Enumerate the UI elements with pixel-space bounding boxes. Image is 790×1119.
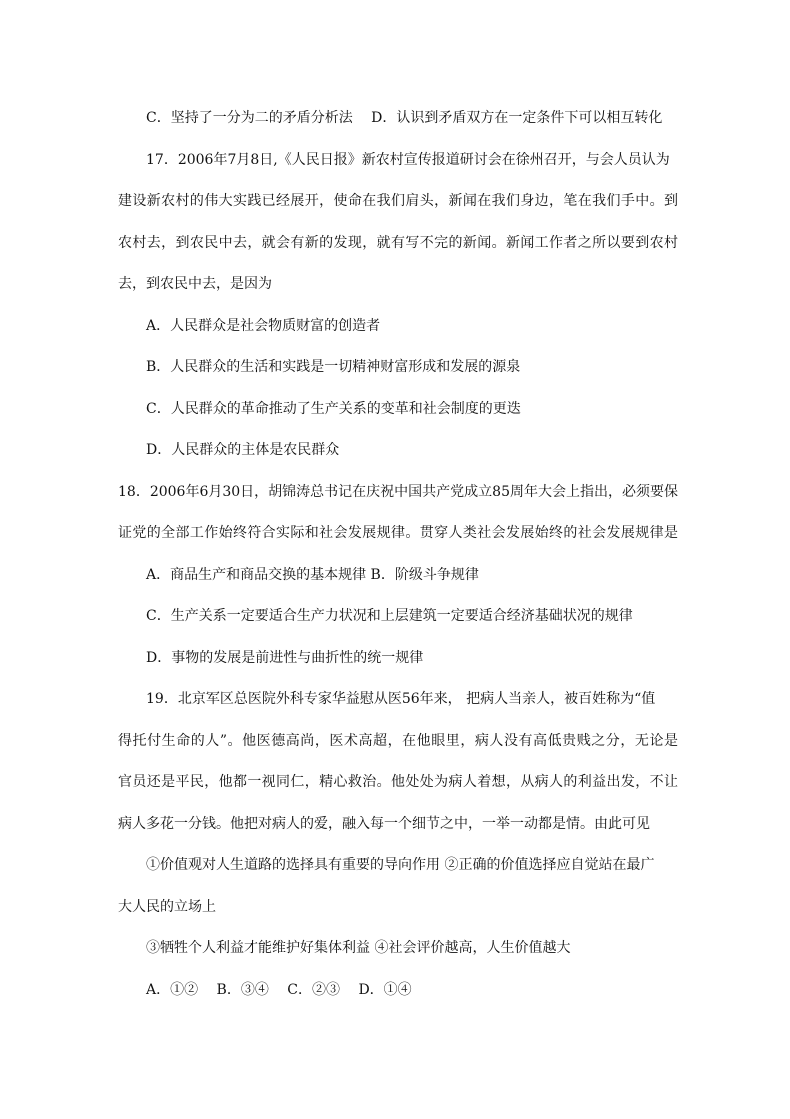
q19-stem-line-4: 病人多花一分钱。他把对病人的爱，融入每一个细节之中，一举一动都是情。由此可见 <box>118 816 650 832</box>
q17-option-a: A．人民群众是社会物质财富的创造者 <box>146 318 381 334</box>
q18-option-d: D．事物的发展是前进性与曲折性的统一规律 <box>146 650 424 666</box>
q17-stem-line-3: 农村去，到农民中去，就会有新的发现，就有写不完的新闻。新闻工作者之所以要到农村 <box>118 235 678 251</box>
q17-option-d: D．人民群众的主体是农民群众 <box>146 442 340 458</box>
q17-stem-line-2: 建设新农村的伟大实践已经展开，使命在我们肩头，新闻在我们身边，笔在我们手中。到 <box>118 193 678 209</box>
q18-stem-line-2: 证党的全部工作始终符合实际和社会发展规律。贯穿人类社会发展始终的社会发展规律是 <box>118 525 678 541</box>
q18-stem-line-1: 18．2006年6月30日，胡锦涛总书记在庆祝中国共产党成立85周年大会上指出，必须要保 <box>118 484 678 500</box>
q19-stem-line-1: 19．北京军区总医院外科专家华益慰从医56年来， 把病人当亲人，被百姓称为“值 <box>146 691 656 707</box>
q19-stem-line-2: 得托付生命的人”。他医德高尚，医术高超，在他眼里，病人没有高低贵贱之分，无论是 <box>118 733 678 749</box>
q19-statements-line-3: ③牺牲个人利益才能维护好集体利益 ④社会评价越高，人生价值越大 <box>146 940 571 956</box>
q16-options-cd: C．坚持了一分为二的矛盾分析法 D．认识到矛盾双方在一定条件下可以相互转化 <box>146 110 663 126</box>
q19-statements-line-2: 大人民的立场上 <box>118 899 216 915</box>
q19-statements-line-1: ①价值观对人生道路的选择具有重要的导向作用 ②正确的价值选择应自觉站在最广 <box>146 857 655 873</box>
q17-stem-line-4: 去，到农民中去，是因为 <box>118 276 272 292</box>
q18-option-ab: A．商品生产和商品交换的基本规律 B．阶级斗争规律 <box>146 567 479 583</box>
q18-option-c: C．生产关系一定要适合生产力状况和上层建筑一定要适合经济基础状况的规律 <box>146 608 633 624</box>
q19-options: A．①② B．③④ C．②③ D．①④ <box>146 982 412 998</box>
q17-option-c: C．人民群众的革命推动了生产关系的变革和社会制度的更迭 <box>146 401 521 417</box>
q19-stem-line-3: 官员还是平民，他都一视同仁，精心救治。他处处为病人着想，从病人的利益出发，不让 <box>118 774 678 790</box>
q17-option-b: B．人民群众的生活和实践是一切精神财富形成和发展的源泉 <box>146 359 521 375</box>
q17-stem-line-1: 17．2006年7月8日,《人民日报》新农村宣传报道研讨会在徐州召开，与会人员认为 <box>146 152 670 168</box>
